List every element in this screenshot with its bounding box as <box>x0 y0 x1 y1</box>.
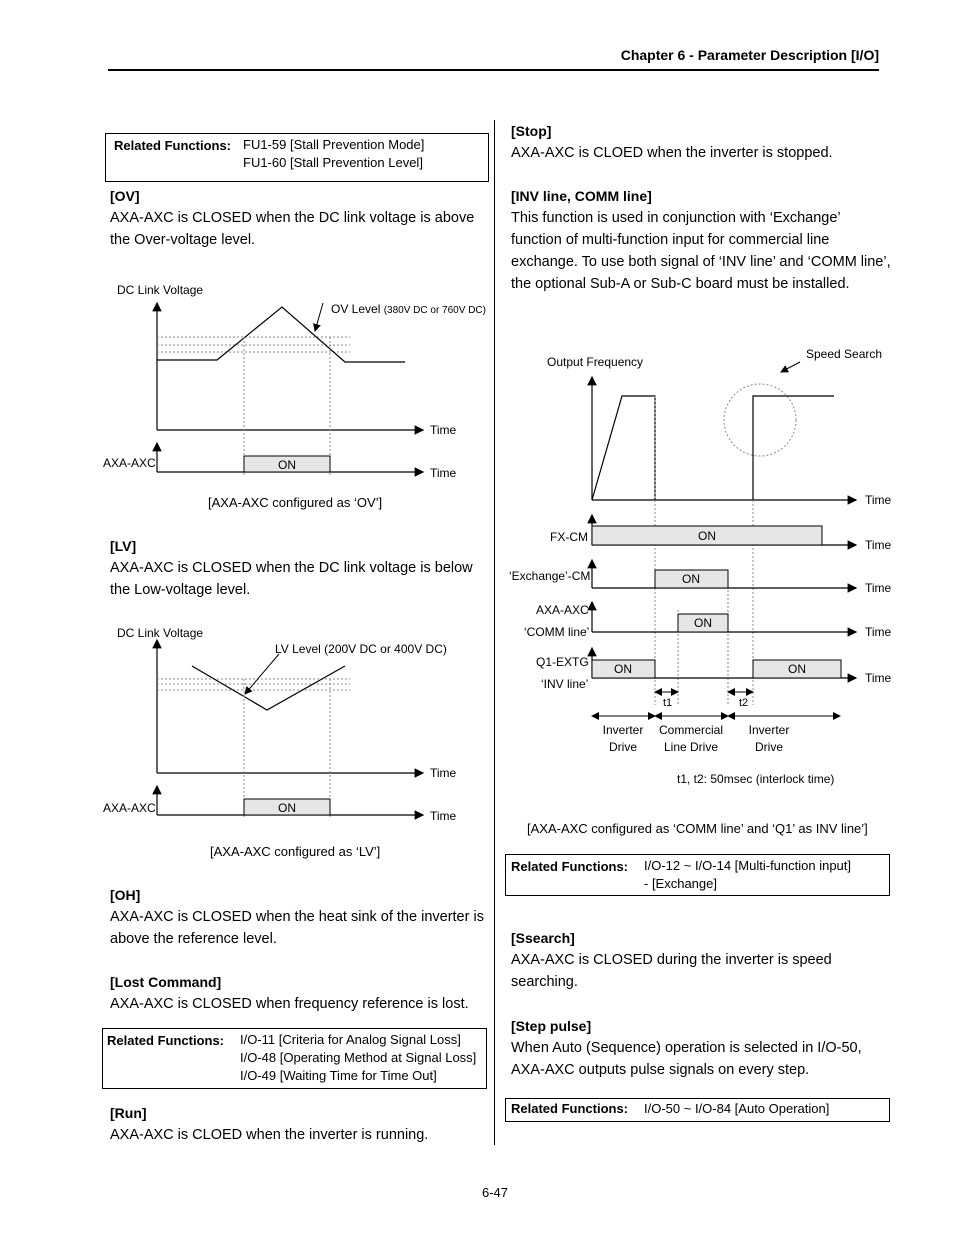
section-text: AXA-AXC is CLOED when the inverter is stopped. <box>511 145 833 161</box>
section-heading: [Lost Command] <box>110 974 222 990</box>
speed-search-label: Speed Search <box>806 347 883 361</box>
on-label: ON <box>278 458 296 472</box>
related-function-item: I/O-11 [Criteria for Analog Signal Loss] <box>240 1032 461 1047</box>
time-label: Time <box>430 423 457 437</box>
related-function-item: I/O-48 [Operating Method at Signal Loss] <box>240 1050 477 1065</box>
related-function-item: I/O-12 ~ I/O-14 [Multi-function input] <box>644 858 852 873</box>
output-frequency-label: Output Frequency <box>547 355 644 369</box>
figure-caption: [AXA-AXC configured as ‘OV’] <box>208 495 383 510</box>
related-function-item: I/O-50 ~ I/O-84 [Auto Operation] <box>644 1101 830 1116</box>
section-heading: [INV line, COMM line] <box>511 188 652 204</box>
section-text: This function is used in conjunction with ‘Exchange’ <box>511 210 841 226</box>
lv-ylabel: DC Link Voltage <box>117 626 204 640</box>
related-function-item: FU1-59 [Stall Prevention Mode] <box>243 137 425 152</box>
section-text: function of multi-function input for commercial line <box>511 232 830 248</box>
section-text: When Auto (Sequence) operation is selected in I/O-50, <box>511 1040 862 1056</box>
section-text: the optional Sub-A or Sub-C board must be installed. <box>511 276 850 292</box>
related-functions-label: Related Functions: <box>107 1033 225 1048</box>
section-text: AXA-AXC is CLOSED when the heat sink of the inverter is <box>110 909 484 925</box>
related-functions-label: Related Functions: <box>511 1101 629 1116</box>
section-run <box>110 1102 490 1146</box>
section-text: above the reference level. <box>110 931 277 947</box>
section-text: AXA-AXC is CLOSED during the inverter is speed <box>511 952 832 968</box>
section-text: AXA-AXC outputs pulse signals on every step. <box>511 1062 810 1078</box>
section-heading: [Ssearch] <box>511 930 575 946</box>
inverter-drive-label: Inverter <box>602 723 644 737</box>
section-heading: [Step pulse] <box>511 1018 592 1034</box>
section-stop <box>511 120 891 164</box>
ov-ylabel: DC Link Voltage <box>117 283 204 297</box>
related-function-item: I/O-49 [Waiting Time for Time Out] <box>240 1068 437 1083</box>
lv-timing-diagram <box>95 618 495 833</box>
fx-cm-label: FX-CM <box>550 530 588 544</box>
time-label: Time <box>865 493 892 507</box>
section-text: the Low-voltage level. <box>110 582 251 598</box>
on-label: ON <box>278 801 296 815</box>
signal-label: AXA-AXC <box>103 801 156 815</box>
related-function-item: FU1-60 [Stall Prevention Level] <box>243 155 423 170</box>
ov-level-label: OV Level (380V DC or 760V DC) <box>331 302 486 316</box>
exchange-cm-label: ‘Exchange’-CM <box>509 569 591 583</box>
section-text: AXA-AXC is CLOSED when the DC link voltage is above <box>110 210 475 226</box>
lv-level-label: LV Level (200V DC or 400V DC) <box>275 642 447 656</box>
axa-axc-label: AXA-AXC <box>536 603 589 617</box>
section-heading: [OV] <box>110 188 140 204</box>
inverter-drive-label: Drive <box>754 740 784 754</box>
section-text: searching. <box>511 974 578 990</box>
commercial-drive-label: Commercial <box>658 723 724 737</box>
section-text: exchange. To use both signal of ‘INV line’ and ‘COMM line’, <box>511 254 891 270</box>
time-label: Time <box>430 466 457 480</box>
signal-label: AXA-AXC <box>103 456 156 470</box>
section-ssearch <box>511 927 891 993</box>
related-functions-label: Related Functions: <box>511 859 629 874</box>
comm-line-label: ‘COMM line’ <box>524 625 590 639</box>
section-oh <box>110 884 490 950</box>
section-heading: [Run] <box>110 1105 147 1121</box>
time-label: Time <box>865 538 892 552</box>
section-lv <box>110 535 490 601</box>
figure-caption: [AXA-AXC configured as ‘COMM line’ and ‘Q1’ as INV line’] <box>527 821 868 836</box>
related-functions-box <box>505 1098 890 1122</box>
section-lost-command <box>110 971 490 1015</box>
figure-caption: [AXA-AXC configured as ‘LV’] <box>210 844 381 859</box>
related-functions-box <box>105 133 489 182</box>
on-label: ON <box>614 662 632 676</box>
ov-timing-diagram <box>95 275 495 490</box>
inverter-drive-label: Drive <box>608 740 638 754</box>
inv-comm-timing-diagram <box>500 340 900 795</box>
related-functions-box <box>102 1028 487 1089</box>
t2-label: t2 <box>739 697 749 709</box>
inv-line-label: ‘INV line’ <box>541 677 589 691</box>
section-text: the Over-voltage level. <box>110 232 256 248</box>
time-label: Time <box>865 625 892 639</box>
q1-extg-label: Q1-EXTG <box>536 655 589 669</box>
related-functions-box <box>505 854 890 896</box>
section-heading: [LV] <box>110 538 137 554</box>
section-inv-comm-line <box>511 185 891 295</box>
inverter-drive-label: Inverter <box>748 723 790 737</box>
section-step-pulse <box>511 1015 891 1081</box>
page-number: 6-47 <box>481 1185 509 1200</box>
interlock-note: t1, t2: 50msec (interlock time) <box>677 772 835 786</box>
chapter-header: Chapter 6 - Parameter Description [I/O] <box>620 47 879 63</box>
on-label: ON <box>788 662 806 676</box>
on-label: ON <box>694 616 712 630</box>
section-text: AXA-AXC is CLOSED when frequency reference is lost. <box>110 996 469 1012</box>
time-label: Time <box>865 581 892 595</box>
time-label: Time <box>430 766 457 780</box>
t1-label: t1 <box>663 697 673 709</box>
on-label: ON <box>698 529 716 543</box>
header-rule <box>108 69 879 71</box>
section-text: AXA-AXC is CLOED when the inverter is running. <box>110 1127 429 1143</box>
on-label: ON <box>682 572 700 586</box>
related-functions-label: Related Functions: <box>114 138 232 153</box>
section-heading: [OH] <box>110 887 141 903</box>
section-ov <box>110 185 490 251</box>
time-label: Time <box>865 671 892 685</box>
section-text: AXA-AXC is CLOSED when the DC link voltage is below <box>110 560 473 576</box>
commercial-drive-label: Line Drive <box>663 740 719 754</box>
time-label: Time <box>430 809 457 823</box>
related-function-item: - [Exchange] <box>644 876 717 891</box>
section-heading: [Stop] <box>511 123 552 139</box>
